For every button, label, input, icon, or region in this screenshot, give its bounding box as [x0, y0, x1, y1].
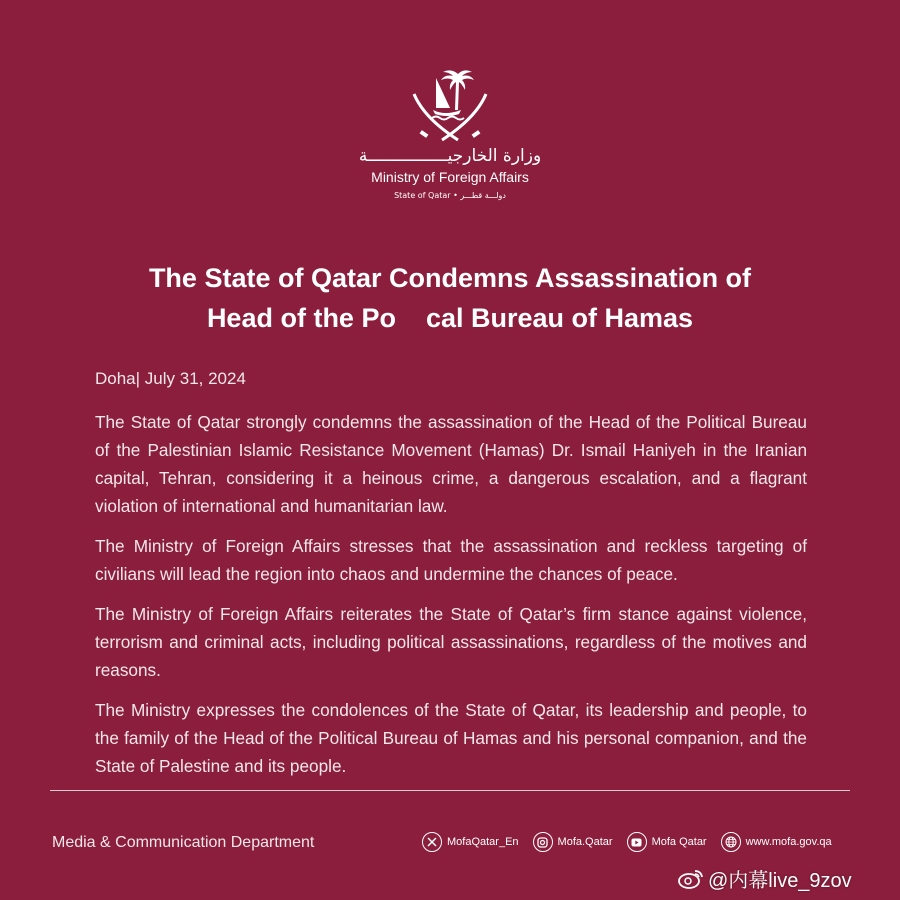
ministry-name-english: Ministry of Foreign Affairs: [371, 169, 529, 185]
youtube-icon: [627, 832, 647, 852]
title-line-1: The State of Qatar Condemns Assassination of: [148, 263, 752, 293]
social-link-x[interactable]: [422, 832, 519, 852]
social-link-youtube[interactable]: [627, 832, 707, 852]
paragraph: The State of Qatar strongly condemns the assassination of the Head of the Political Bureau of the Palestinian Islamic Resistance Movement (Hamas) Dr. Ismail Haniyeh in the Iranian capital, Tehran, considering it a heinous crime, a dangerous escalation, and a flagrant violation of international and humanitarian law.: [95, 412, 807, 516]
footer-divider: [50, 790, 850, 791]
instagram-icon: [533, 832, 553, 852]
ministry-name-arabic: وزارة الخارجيــــــــــــــــة: [358, 146, 542, 166]
globe-icon: [721, 832, 741, 852]
paragraph: The Ministry expresses the condolences of the State of Qatar, its leadership and people, to the family of the Head of the Political Bureau of Hamas and his personal companion, and the State of Palestine and its people.: [95, 700, 807, 776]
social-link-website[interactable]: [721, 832, 832, 852]
paragraph: The Ministry of Foreign Affairs stresses that the assassination and reckless targeting of civilians will lead the region into chaos and undermine the chances of peace.: [95, 536, 807, 584]
social-links: [422, 832, 832, 852]
social-label: Mofa.Qatar: [557, 836, 613, 848]
page-title: [60, 258, 840, 338]
department-name: Media & Communication Department: [52, 834, 315, 851]
watermark-text: @内幕live_9zov: [708, 870, 852, 892]
state-of-qatar-line: State of Qatar • دولـــة قطـــر: [394, 191, 506, 200]
article-body: [95, 408, 807, 792]
qatar-emblem-icon: [400, 66, 500, 146]
social-label: Mofa Qatar: [651, 836, 707, 848]
social-label: MofaQatar_En: [447, 836, 519, 848]
title-line-2: Head of the Po cal Bureau of Hamas: [206, 303, 694, 333]
social-link-instagram[interactable]: [533, 832, 613, 852]
paragraph: The Ministry of Foreign Affairs reiterates the State of Qatar’s firm stance against violence, terrorism and criminal acts, including political assassinations, regardless of the motives and reasons.: [95, 604, 807, 680]
x-icon: [422, 832, 442, 852]
weibo-icon: [678, 868, 704, 890]
dateline: Doha| July 31, 2024: [95, 369, 246, 388]
weibo-watermark: [678, 864, 852, 893]
social-label: www.mofa.gov.qa: [745, 836, 832, 848]
